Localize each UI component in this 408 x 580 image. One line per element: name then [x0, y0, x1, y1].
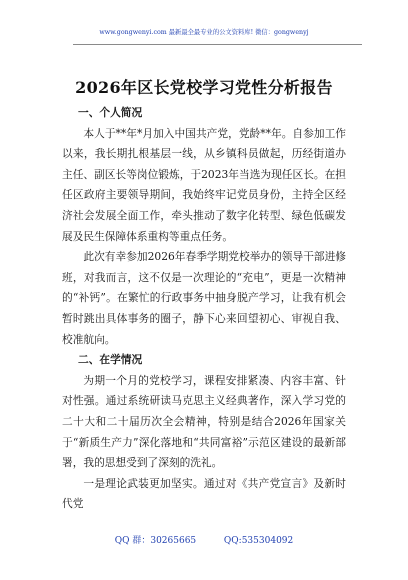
- section-personal-profile: [62, 103, 346, 350]
- page-header: www.gongwenyi.com 最新最全最专业的公文资料库! 微信：gongwenyj: [99, 29, 309, 36]
- header-divider: [73, 44, 362, 45]
- section-study-situation: [62, 350, 346, 515]
- document-body: [62, 103, 346, 515]
- section-heading: 一、个人简况: [78, 106, 143, 119]
- section-heading: 二、在学情况: [78, 353, 143, 367]
- document-title: 2026年区长党校学习党性分析报告: [75, 77, 333, 97]
- footer-qq-group: QQ 群：30265665: [114, 536, 197, 546]
- page-footer: [0, 533, 408, 546]
- footer-qq-contact: QQ:535304092: [223, 536, 294, 546]
- paragraph: 本人于**年*月加入中国共产党，党龄**年。自参加工作以来，我长期扎根基层一线，从乡镇科员做起，历经街道办主任、副区长等岗位锻炼，于2023年当选为现任区长。在担任区政府主要领导期间，我始终牢记党员身份，主持全区经济社会发展全面工作，牵头推动了数字化转型、绿色低碳发展及民生保障体系重构等重点任务。: [62, 126, 346, 243]
- paragraph: 此次有幸参加2026年春季学期党校举办的领导干部进修班，对我而言，这不仅是一次理论的“充电”，更是一次精神的“补钙”。在繁忙的行政事务中抽身脱产学习，让我有机会暂时跳出具体事务的圈子，静下心来回望初心、审视自我、校准航向。: [62, 250, 346, 346]
- paragraph: 一是理论武装更加坚实。通过对《共产党宣言》及新时代党: [62, 476, 346, 511]
- paragraph: 为期一个月的党校学习，课程安排紧凑、内容丰富、针对性强。通过系统研读马克思主义经典著作，深入学习党的二十大和二十届历次全会精神，特别是结合2026年国家关于“新质生产力”深化落地和“共同富裕”示范区建设的最新部署，我的思想受到了深刻的洗礼。: [62, 373, 346, 470]
